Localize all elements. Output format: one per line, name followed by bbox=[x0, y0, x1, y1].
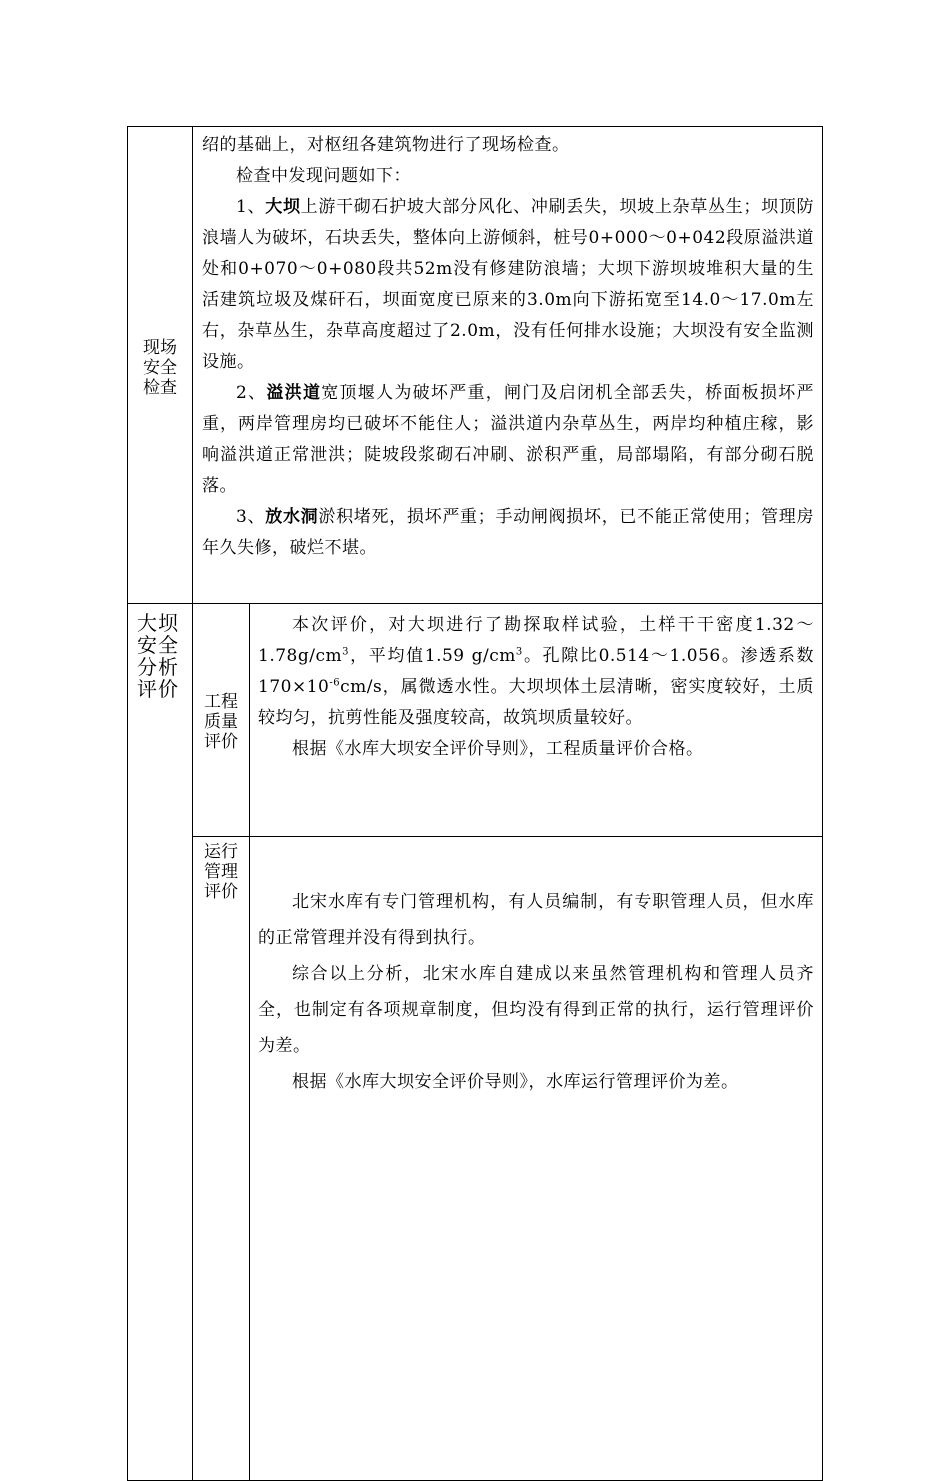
quality-content bbox=[258, 610, 814, 765]
label-line: 运行 bbox=[204, 842, 238, 862]
problem-item-dam bbox=[202, 192, 814, 378]
label-line: 检查 bbox=[143, 378, 177, 398]
row-divider bbox=[127, 603, 823, 604]
label-column-divider bbox=[192, 126, 193, 1481]
item-number: 2、 bbox=[236, 383, 267, 403]
item-text: 淤积堵死，损坏严重；手动闸阀损坏，已不能正常使用；管理房年久失修，破烂不堪。 bbox=[202, 507, 815, 558]
label-line: 安全 bbox=[143, 358, 177, 378]
subrow-divider bbox=[192, 836, 823, 837]
operation-content bbox=[258, 884, 814, 1100]
label-line: 评价 bbox=[204, 882, 238, 902]
site-inspection-label bbox=[128, 338, 192, 398]
item-text: 宽顶堰人为破坏严重，闸门及启闭机全部丢失，桥面板损坏严重，两岸管理房均已破坏不能住人；溢洪道内杂草丛生，两岸均种植庄稼，影响溢洪道正常泄洪；陡坡段浆砌石冲刷、淤积严重，局部塌陷，有部分砌石脱落。 bbox=[202, 383, 815, 496]
item-text: 上游干砌石护坡大部分风化、冲刷丢失，坝坡上杂草丛生；坝顶防浪墙人为破坏，石块丢失，整体向上游倾斜，桩号0+000～0+042段原溢洪道处和0+070～0+080段共52m没有修建防浪墙；大坝下游坝坡堆积大量的生活建筑垃圾及煤矸石，坝面宽度已原来的3.0m向下游拓宽至14.0～17.0m左右，杂草丛生，杂草高度超过了2.0m，没有任何排水设施；大坝没有安全监测设施。 bbox=[202, 197, 814, 372]
quality-paragraph bbox=[258, 610, 814, 734]
intro-text: 绍的基础上，对枢纽各建筑物进行了现场检查。 bbox=[202, 135, 570, 155]
quality-text-part: ，平均值1.59 g/cm bbox=[348, 646, 516, 666]
problem-item-outlet bbox=[202, 502, 814, 564]
item-number: 1、 bbox=[236, 197, 266, 217]
safety-analysis-label bbox=[137, 612, 189, 700]
item-title: 大坝 bbox=[265, 197, 301, 217]
site-inspection-content bbox=[202, 130, 814, 564]
operation-summary: 综合以上分析，北宋水库自建成以来虽然管理机构和管理人员齐全，也制定有各项规章制度，但均没有得到正常的执行，运行管理评价为差。 bbox=[258, 964, 814, 1056]
label-line: 评价 bbox=[204, 732, 238, 752]
label-line: 评价 bbox=[137, 677, 179, 701]
label-line: 大坝 bbox=[137, 611, 179, 635]
operation-paragraph: 北宋水库有专门管理机构，有人员编制，有专职管理人员，但水库的正常管理并没有得到执行。 bbox=[258, 892, 814, 948]
item-number: 3、 bbox=[236, 507, 266, 527]
sublabel-column-divider bbox=[249, 603, 250, 1481]
problems-heading: 检查中发现问题如下： bbox=[236, 166, 411, 186]
item-title: 溢洪道 bbox=[266, 383, 322, 403]
quality-text-part: cm/s，属微透水性。大坝坝体土层清晰，密实度较好，土质较均匀，抗剪性能及强度较高，故筑坝质量较好。 bbox=[258, 677, 814, 728]
quality-text-part: 。孔隙比0.514～1.056。渗透系数170×10 bbox=[258, 646, 814, 697]
table-border-top bbox=[127, 126, 823, 127]
superscript: -6 bbox=[329, 677, 341, 689]
quality-conclusion: 根据《水库大坝安全评价导则》，工程质量评价合格。 bbox=[292, 739, 704, 759]
label-line: 安全 bbox=[137, 633, 179, 657]
superscript: 3 bbox=[515, 646, 523, 658]
item-title: 放水洞 bbox=[265, 507, 319, 527]
quality-label bbox=[193, 692, 249, 752]
label-line: 管理 bbox=[204, 862, 238, 882]
superscript: 3 bbox=[342, 646, 349, 658]
label-line: 现场 bbox=[143, 338, 177, 358]
operation-conclusion: 根据《水库大坝安全评价导则》，水库运行管理评价为差。 bbox=[292, 1072, 739, 1092]
quality-text-part: 本次评价，对大坝进行了勘探取样试验，土样干干密度1.32～1.78g/cm bbox=[258, 615, 814, 666]
problem-item-spillway bbox=[202, 378, 814, 502]
label-line: 质量 bbox=[204, 712, 238, 732]
table-border-right-full bbox=[822, 126, 823, 1481]
table-border-left-full bbox=[127, 126, 128, 1481]
label-line: 分析 bbox=[137, 655, 179, 679]
label-line: 工程 bbox=[204, 692, 238, 712]
operation-label bbox=[193, 842, 249, 902]
